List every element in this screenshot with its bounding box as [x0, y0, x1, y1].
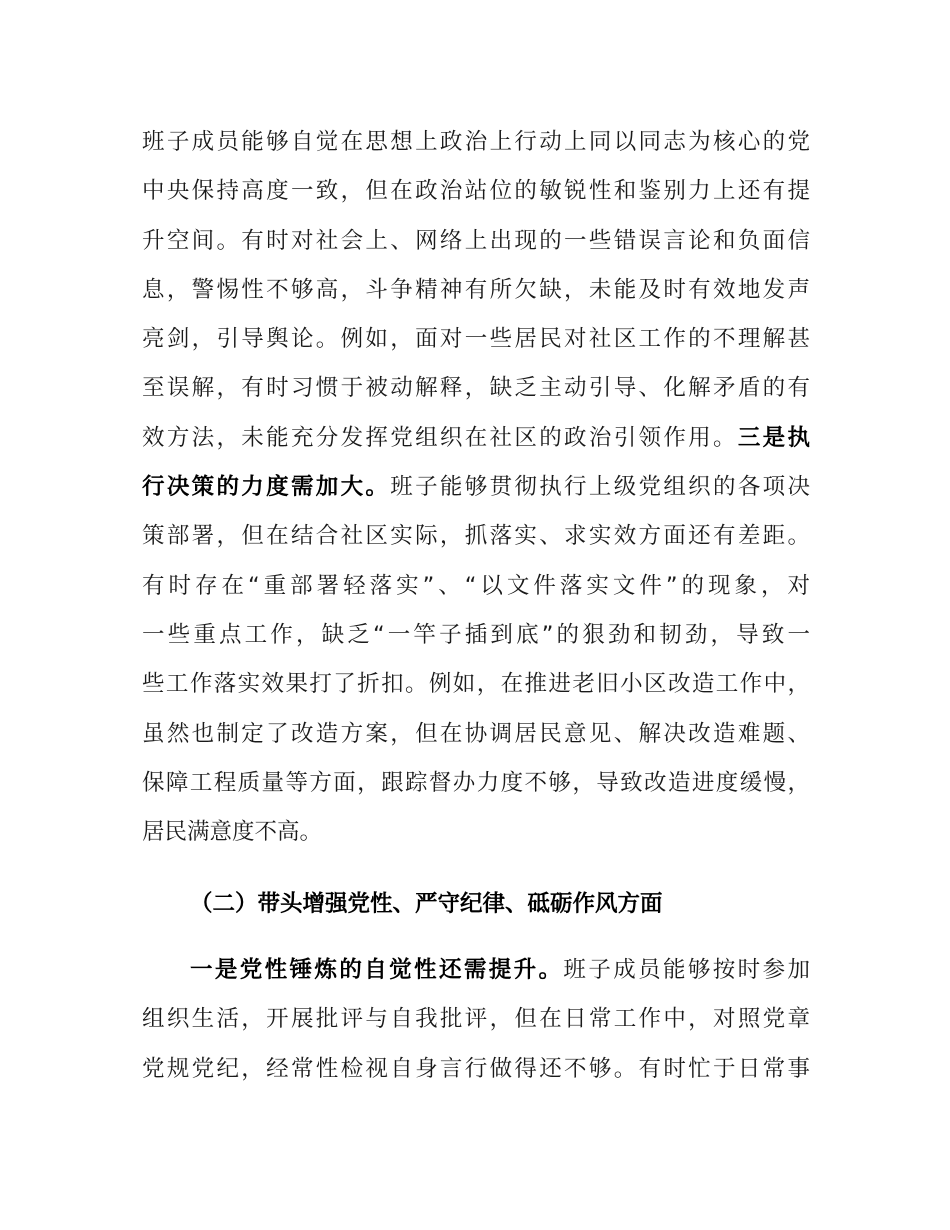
- body-paragraph-1: [142, 118, 810, 857]
- text-segment: 效方法，未能充分发挥党组织在社区的政治引领作用。: [142, 424, 738, 451]
- text-line: 党规党纪，经常性检视自身言行做得还不够。有时忙于日常事: [142, 1055, 810, 1082]
- text-line: 组织生活，开展批评与自我批评，但在日常工作中，对照党章: [142, 1006, 810, 1033]
- text-line: 中央保持高度一致，但在政治站位的敏锐性和鉴别力上还有提: [142, 178, 810, 205]
- text-line: 一些重点工作，缺乏“一竿子插到底”的狠劲和韧劲，导致一: [142, 621, 810, 648]
- text-line: 亮剑，引导舆论。例如，面对一些居民对社区工作的不理解甚: [142, 326, 810, 353]
- text-line: 保障工程质量等方面，跟踪督办力度不够，导致改造进度缓慢，: [142, 769, 810, 796]
- bold-lead-phrase: 行决策的力度需加大。: [142, 474, 391, 501]
- text-line: 些工作落实效果打了折扣。例如，在推进老旧小区改造工作中，: [142, 671, 810, 698]
- text-segment: 班子成员能够按时参加: [563, 957, 810, 983]
- text-line: [142, 414, 810, 463]
- text-line: 策部署，但在结合社区实际，抓落实、求实效方面还有差距。: [142, 523, 810, 550]
- section-heading: （二）带头增强党性、严守纪律、砥砺作风方面: [190, 891, 663, 917]
- text-line: 升空间。有时对社会上、网络上出现的一些错误言论和负面信: [142, 227, 810, 254]
- text-line: 有时存在“重部署轻落实”、“以文件落实文件”的现象，对: [142, 572, 810, 599]
- text-line: 居民满意度不高。: [142, 819, 323, 846]
- text-line: [142, 946, 810, 995]
- text-line: 至误解，有时习惯于被动解释，缺乏主动引导、化解矛盾的有: [142, 375, 810, 402]
- text-line: 班子成员能够自觉在思想上政治上行动上同以同志为核心的党: [142, 129, 810, 155]
- bold-lead-phrase: 三是执: [737, 424, 810, 451]
- text-line: 息，警惕性不够高，斗争精神有所欠缺，未能及时有效地发声: [142, 276, 810, 303]
- bold-lead-phrase: 一是党性锤炼的自觉性还需提升。: [190, 957, 564, 983]
- text-line: [142, 463, 810, 512]
- body-paragraph-2: [142, 946, 810, 1094]
- text-segment: 班子能够贯彻执行上级党组织的各项决: [390, 474, 810, 501]
- text-line: 虽然也制定了改造方案，但在协调居民意见、解决改造难题、: [142, 720, 810, 747]
